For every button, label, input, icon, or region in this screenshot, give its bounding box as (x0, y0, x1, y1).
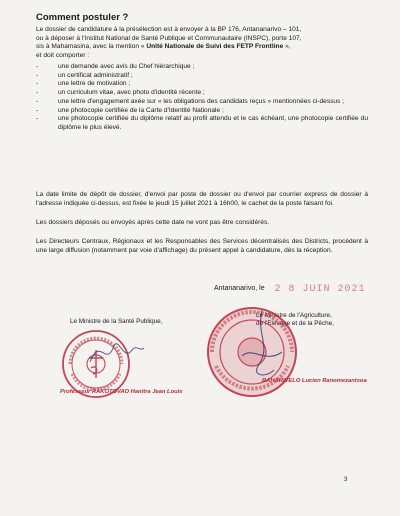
section-heading: Comment postuler ? (36, 12, 129, 23)
intro-text: », (283, 43, 291, 51)
intro-line: et doit comporter : (36, 51, 90, 59)
intro-line: Le dossier de candidature à la présélection est à envoyer à la BP 176, Antananarivo – 101, (36, 26, 302, 33)
unit-mention: Unité Nationale de Suivi des FETP Frontline (146, 43, 284, 51)
list-item: - une photocopie certifiée de la Carte d'Identité Nationale ; (36, 107, 368, 116)
list-item: - une photocopie certifiée du diplôme relatif au profil attendu et le cas échéant, une photocopie certifiée du diplôme le plus élevé. (36, 115, 368, 132)
list-item: - une demande avec avis du Chef hiérarchique ; (36, 63, 368, 72)
list-item: - un curriculum vitae, avec photo d'identité récente ; (36, 89, 368, 98)
intro-line (36, 43, 368, 52)
deadline-paragraph: La date limite de dépôt de dossier, d'envoi par poste de dossier ou d'envoi par courrier express de dossier à l'adresse indiquée ci-dessus, est fixée le jeudi 15 juillet 2021 à 16h00, le cachet de la poste faisant foi. (36, 191, 368, 207)
list-item: - une lettre d'engagement axée sur « les obligations des candidats reçus » mentionnées ci-dessus ; (36, 98, 368, 107)
left-signatory-title: Le Ministre de la Santé Publique, (70, 318, 163, 325)
list-item: - un certificat administratif ; (36, 72, 368, 81)
right-title-line: de l'Elevage et de la Pêche, (256, 320, 334, 327)
right-signatory-name: RAHARIVELO Lucien Ranomezantsoa (262, 378, 367, 384)
list-item: - une lettre de motivation ; (36, 80, 368, 89)
right-title-line: Le Ministre de l'Agriculture, (256, 312, 332, 319)
required-documents-list (36, 63, 368, 133)
left-signatory-name: Professeur RAKOTOVAO Hanitra Jean Louis (60, 389, 183, 395)
place-label: Antananarivo, le (214, 285, 265, 292)
intro-line: ou à déposer à l'Institut National de Santé Publique et Communautaire (INSPC), porte 107, (36, 34, 302, 42)
intro-paragraph (36, 26, 368, 60)
intro-text: sis à Mahamasina, avec la mention « (36, 43, 147, 51)
left-signature (86, 332, 146, 372)
date-stamp: 2 8 JUIN 2021 (274, 284, 366, 295)
page-number: 3 (344, 477, 348, 483)
distribution-paragraph: Les Directeurs Centraux, Régionaux et les Responsables des Services décentralisés des Districts, procèdent à une large diffusion (notamment par voie d'affichage) du présent appel à candidature, dès la réception. (36, 238, 368, 254)
right-signature (222, 306, 292, 386)
late-submission-paragraph: Les dossiers déposés ou envoyés après cette date ne vont pas être considérés. (36, 219, 270, 226)
place-and-date (214, 284, 366, 295)
